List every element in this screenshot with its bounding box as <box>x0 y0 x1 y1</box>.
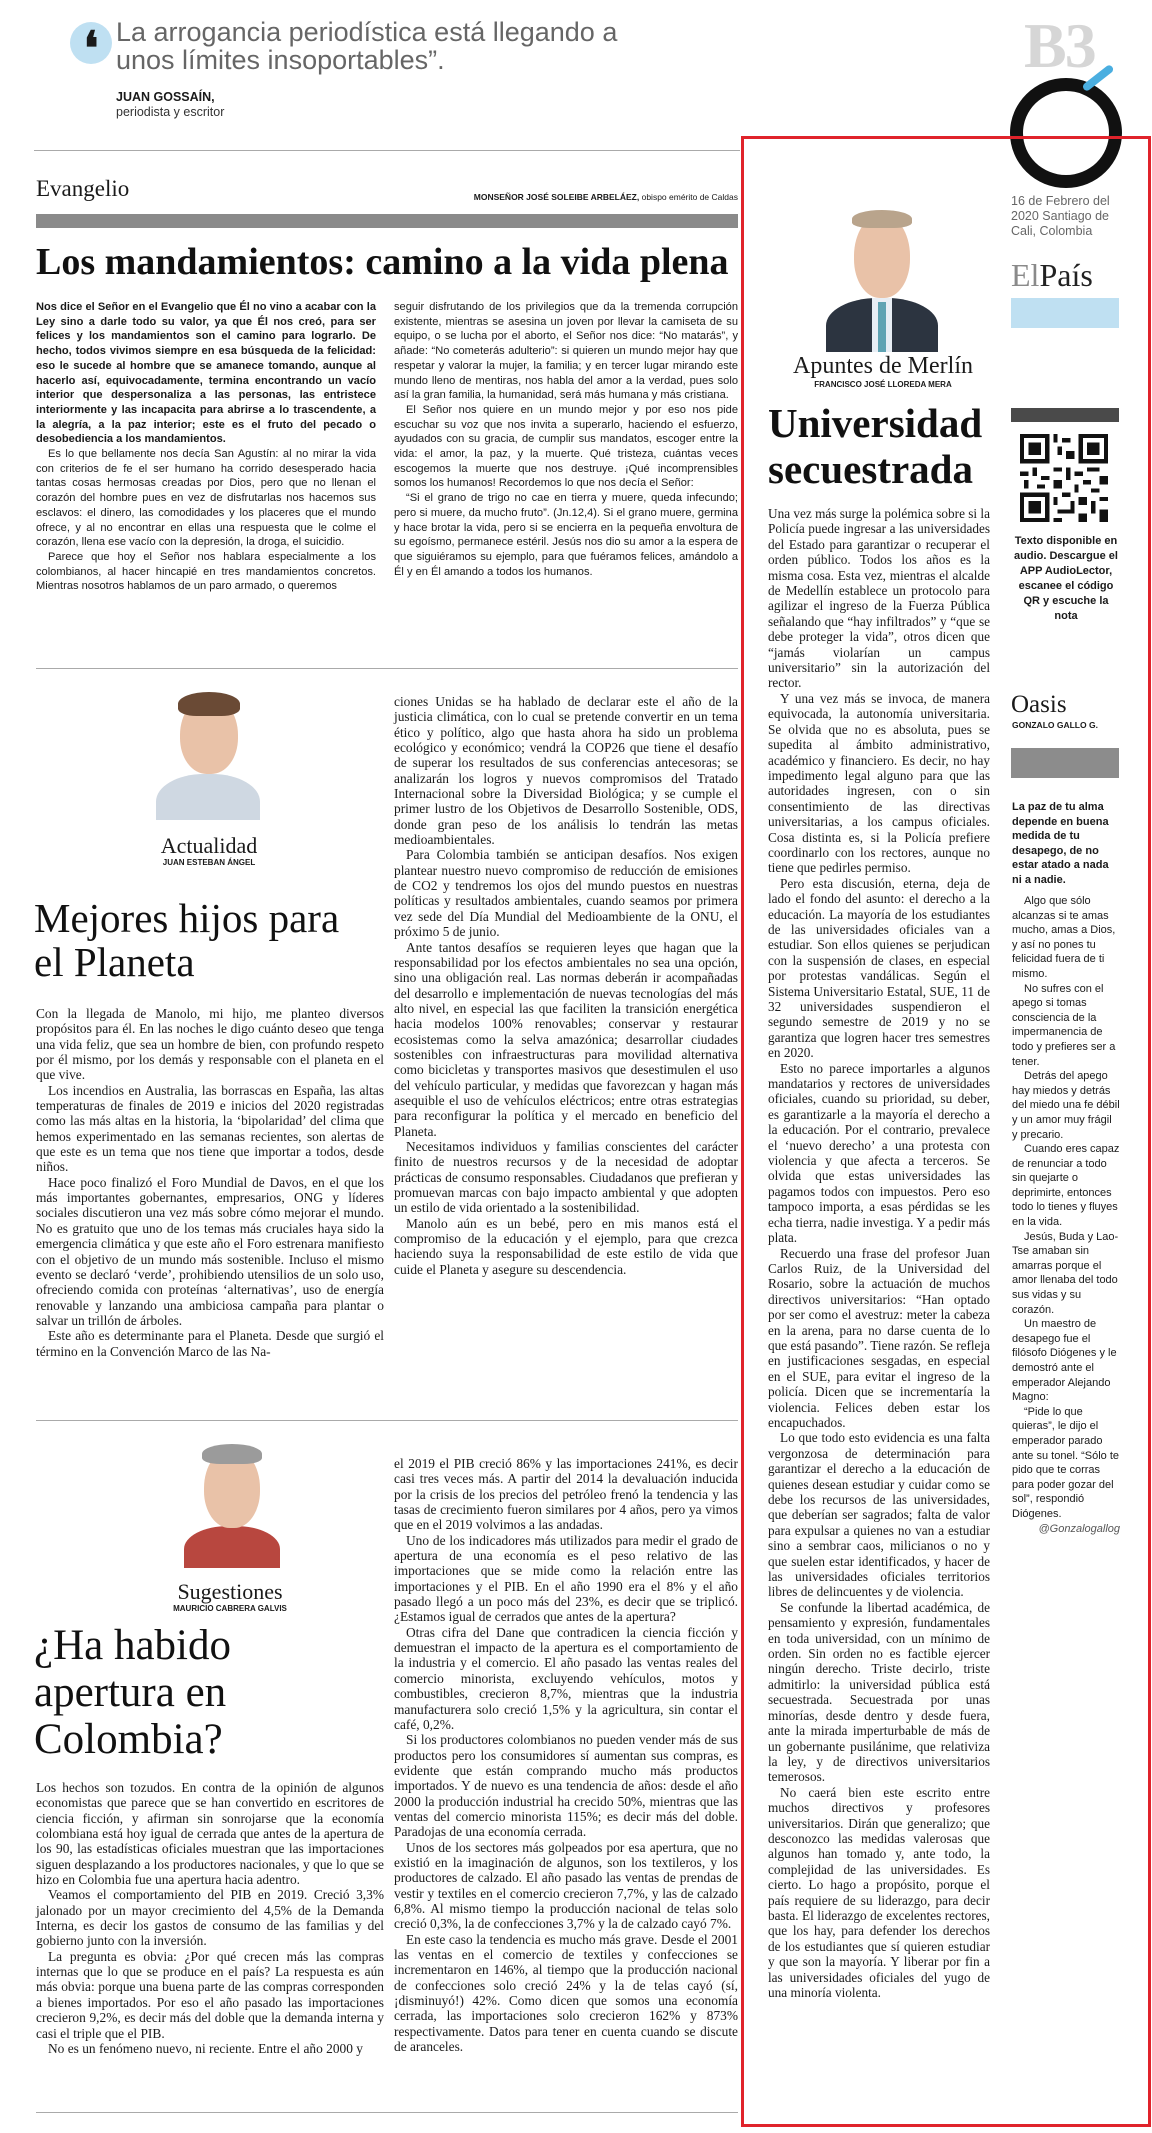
oasis-title: Oasis <box>1011 691 1067 718</box>
author-photo-francisco <box>826 206 938 352</box>
logo-el: El <box>1011 257 1040 293</box>
paragraph: Cuando eres capaz de renunciar a todo sin quejarte o deprimirte, entonces todo lo tienes y fluyes en la vida. <box>1012 1143 1120 1229</box>
paragraph: Unos de los sectores más golpeados por esa apertura, que no existió en la imaginación de algunos, son los textileros, y los productores de calzado. El año pasado las ventas de prendas de vestir y textiles en el comercio crecieron 7,7%, y las de calzado 6,8%. Al mismo tiempo la producción nacional de telas solo creció 0,3%, la de confecciones 3,7% y la de calzado cayó 7%. <box>394 1839 738 1932</box>
headline-line: Mejores hijos para <box>34 895 340 941</box>
paragraph: Jesús, Buda y Lao-Tse amaban sin amarras porque el amor llenaba del todo sus vidas y su corazón. <box>1012 1230 1119 1316</box>
evangelio-column-1 <box>36 300 376 594</box>
evangelio-author: MONSEÑOR JOSÉ SOLEIBE ARBELÁEZ, <box>473 192 640 202</box>
paragraph: Y una vez más se invoca, de manera equivocada, la autonomía universitaria. Se olvida que no es absoluta, pues se supedita al ámbito administrativo, académico y financiero. Es decir, no hay impedimento legal alguno para que las autoridades ingresen, con o sin consentimiento de las directivas universitarias, a los campus oficiales. Cosa distinta es, si la Policía prefiere coordinarlo con los rectores, aunque no tiene que pedirles permiso. <box>768 690 990 876</box>
paragraph: Lo que todo esto evidencia es una falta vergonzosa de determinación para garantizar el derecho a la educación de quienes desean estudiar y cuidar como se debe los recursos de las universidades, que deberían ser sagrados; falta de valor para expulsar a quienes no van a estudiar sino a sembrar caos, milicianos o no y que suelen estar identificados, y hacer de las universidades oficiales territorios libres de delincuentes y de violencia. <box>768 1430 990 1600</box>
masthead-quote: La arrogancia periodística está llegando a unos límites insoportables”. <box>116 17 618 75</box>
evangelio-author-role: obispo emérito de Caldas <box>639 192 738 202</box>
headline-line: secuestrada <box>768 446 973 492</box>
section-bar <box>36 214 738 228</box>
paragraph: “Si el grano de trigo no cae en tierra y muere, queda infecundo; pero si muere, da mucho fruto”. (Jn.12,4). Si el grano muere, germina y hace brotar la vida, pero si se encierra en la pequeña envoltura de su egoísmo, permanece estéril. Jesús nos dio su amor a la espera de que siguiéramos su ejemplo, para que fuéramos felices, amándolo a Él y en Él amando a todos los humanos. <box>394 492 738 578</box>
quote-attribution <box>116 90 224 120</box>
paragraph: Es lo que bellamente nos decía San Agustín: al no mirar la vida con criterios de fe el ser humano ha corrido desesperado hacia tantas cosas hermosas creadas por Dios, pero que no llenan el corazón del hombre pues en vez de disfrutarlas nos hacemos sus esclavos: el dinero, las comodidades y los placeres que el mundo ofrece, y al no encontrar en ellas una respuesta que le colme el corazón, llena ese vacío con la depresión, la droga, el suicidio. <box>36 448 376 549</box>
paragraph: Se confunde la libertad académica, de pensamiento y expresión, fundamentales en toda universidad, con un mínimo de orden. Sin orden no es factible ejercer ningún derecho. Triste decirlo, triste admitirlo: la universidad pública está secuestrada. Secuestrada por unas minorías, desde dentro y desde fuera, ante la mirada imperturbable de más de un gobernante pusilánime, que relativiza la ley, y de directivos universitarios temerosos. <box>768 1599 990 1785</box>
evangelio-lead: Nos dice el Señor en el Evangelio que Él no vino a acabar con la Ley sino a darle todo su valor, ya que Él nos creó, para ser felices y los mandamientos son el camino para lograrlo. De hecho, todos vivimos siempre en esa búsqueda de la felicidad: eso le sucede al hombre que se amanece tomando, aunque al hacerlo así, equivocadamente, termina encontrando un vacío interior que despersonaliza a las personas, las entristece interiormente y las incapacita para abrirse a lo trascendente, a la alegría, a la paz interior; este es el fruto del pecado o desobediencia a los mandamientos. <box>36 301 376 446</box>
author-photo-juan-esteban <box>150 686 266 820</box>
paragraph: En este caso la tendencia es mucho más grave. Desde el 2001 las ventas en el comercio de textiles y confecciones se incrementaron en 146%, al tiempo que la producción nacional de confecciones solo creció 24% y la de telas cayó (sí, ¡disminuyó!) 42%. Como dicen que somos una economía cerrada, las importaciones solo crecieron 162% y 873% respectivamente. Datos para tener en cuenta cuando se discute de aranceles. <box>394 1931 738 2055</box>
merlin-author: FRANCISCO JOSÉ LLOREDA MERA <box>814 380 952 389</box>
paragraph: Este año es determinante para el Planeta. Desde que surgió el término en la Convención Marco de las Na- <box>36 1328 384 1359</box>
paragraph: Los hechos son tozudos. En contra de la opinión de algunos economistas que parece que se han convertido en escritores de ciencia ficción, y afirman sin sonrojarse que la economía colombiana está hoy igual de cerrada que antes de la apertura de los 90, las estadísticas oficiales muestran que las importaciones siguen desplazando a los productores nacionales, y que lo que se hizo en Colombia fue una apertura hacia adentro. <box>36 1780 384 1888</box>
paragraph: Uno de los indicadores más utilizados para medir el grado de apertura de una economía es el peso relativo de las importaciones que se mide como la relación entre las importaciones y el PIB. En el año 1990 era el 8% y el año pasado llegó a un poco más del 23%, es decir que se triplicó. ¿Estamos igual de cerrados que antes de la apertura? <box>394 1532 738 1625</box>
page-number: B3 <box>1024 10 1095 81</box>
headline-line: ¿Ha habido <box>34 1622 232 1669</box>
divider <box>36 2112 738 2113</box>
actualidad-column-1 <box>36 1006 384 1359</box>
paragraph: “Pide lo que quieras”, le dijo el emperador parado ante su tonel. “Sólo te pido que te corras para poder gozar del sol”, respondió Diógenes. <box>1012 1405 1120 1520</box>
paragraph: Hace poco finalizó el Foro Mundial de Davos, en el que los más importantes gobernantes, empresarios, ONG y líderes sociales discutieron una vez más sobre cómo mejorar el mundo. No es gratuito que uno de los temas más cruciales haya sido la emergencia climática y que este año el Foro estrenara manifiesto con el objetivo de un mundo más sostenible. Incluso el mismo evento se declaró ‘verde’, prohibiendo utensilios de un solo uso, ofreciendo comida con proteínas ‘alternativas’, uso de energía renovable y lanzando una ambiciosa campaña para plantar o salvar un trillón de árboles. <box>36 1174 384 1328</box>
merlin-column <box>768 506 990 2000</box>
quote-author-name: JUAN GOSSAÍN, <box>116 90 215 104</box>
paragraph: Si los productores colombianos no pueden vender más de sus productos pero los consumidores sí aumentan sus compras, es evidente que están comprando mucho más productos importados. Y de nuevo es una tendencia de años: desde el año 2000 la producción industrial ha crecido 50%, mientras que las ventas del comercio minorista 115%; es decir más del doble. Paradojas de una economía cerrada. <box>394 1732 738 1840</box>
paragraph: Algo que sólo alcanzas si te amas mucho, amas a Dios, y así no pones tu felicidad fuera de ti mismo. <box>1012 895 1116 980</box>
divider <box>36 1420 738 1421</box>
paragraph: Para Colombia también se anticipan desafíos. Nos exigen plantear nuestro nuevo compromiso de reducción de emisiones de CO2 y tendremos los ojos del mundo puestos en nuestras políticas y resultados ambientales, cuando seamos por primera vez sede del Día Mundial del Medioambiente de la ONU, el próximo 5 de junio. <box>394 847 738 940</box>
paragraph: seguir disfrutando de los privilegios que da la tremenda corrupción existente, mientras se asesina un joven por llevar la camiseta de su equipo, o se lucha por el aborto, el Señor nos dice: “No matarás”, y añade: “No cometerás adulterio”: si quieren un mundo mejor hay que respetar y valorar la mujer, la familia; y en tercer lugar mirando este mundo lleno de mentiras, nos habla del amor a la verdad, pues solo así la gran familia, la humanidad, será más humana y más cristiana. <box>394 301 738 402</box>
paragraph: Parece que hoy el Señor nos hablara especialmente a los colombianos, al hacer hincapié en tres mandamientos concretos. Mientras nosotros hablamos de un paro armado, o queremos <box>36 550 376 593</box>
actualidad-column-2 <box>394 694 738 1277</box>
paragraph: Recuerdo una frase del profesor Juan Carlos Ruiz, de la Universidad del Rosario, sobre la actuación de muchos directivos universitarios: “Han optado por ser como el avestruz: meter la cabeza en la arena, para no darse cuenta de lo que está pasando”. Tiene razón. Se refleja en justificaciones sesgadas, en especial en el SUE, para evitar el ingreso de la policía. Dicen que se incrementaría la violencia. Felices deben estar los encapuchados. <box>768 1245 990 1430</box>
actualidad-headline <box>34 896 394 984</box>
sugestiones-author: MAURICIO CABRERA GALVIS <box>173 1604 287 1613</box>
paragraph: el 2019 el PIB creció 86% y las importaciones 241%, es decir casi tres veces más. A partir del 2014 la devaluación inducida por la crisis de los precios del petróleo frenó la tendencia y las tasas de crecimiento fueron similares por 4 años, pero ya vimos que en el 2019 volvimos a las andadas. <box>394 1456 738 1533</box>
headline-line: Universidad <box>768 400 983 446</box>
audio-notice: Texto disponible en audio. Descargue el APP AudioLector, escanee el código QR y escuche la nota <box>1014 535 1118 622</box>
paragraph: No sufres con el apego si tomas consciencia de la impermanencia de todo y prefieres ser a tener. <box>1012 982 1116 1068</box>
column-name-merlin: Apuntes de Merlín <box>793 353 973 379</box>
paragraph: El Señor nos quiere en un mundo mejor y por eso nos pide escuchar su voz que nos invita a superarlo, haciendo el esfuerzo, ayudados con su gracia, de cumplir sus mandatos, escoger entre la vida: el amor, la paz, y la muerte. Qué tristeza, cuántas veces escogemos la muerte que nos destruye. ¡Qué incomprensibles somos los humanos! Recordemos lo que nos decía el Señor: <box>394 403 738 490</box>
paragraph: Con la llegada de Manolo, mi hijo, me planteo diversos propósitos para él. En las noches le digo cuánto deseo que tenga una vida feliz, que sea un hombre de bien, con profundo respeto por él mismo, por los demás y responsable con el planeta en el que vive. <box>36 1006 384 1083</box>
paragraph: Esto no parece importarles a algunos mandatarios y rectores de universidades oficiales, cuando su prioridad, su deber, es garantizarle a la mayoría el derecho a la educación. Por el contrario, prevalece el ‘nuevo derecho’ a una protesta con violencia y que afecta a terceros. Se olvida que estas universidades las pagamos todos con impuestos. Pero eso tampoco importa, a esas pérdidas se les echa tierra, nadie investiga. Y a pedir más plata. <box>768 1060 990 1246</box>
paragraph: Un maestro de desapego fue el filósofo Diógenes y le demostró ante el emperador Alejando Magno: <box>1012 1318 1117 1404</box>
sugestiones-column-1 <box>36 1780 384 2056</box>
headline-line: apertura en <box>34 1669 227 1716</box>
paragraph: ciones Unidas se ha hablado de declarar este el año de la justicia climática, con lo cual se pretende convertir en un tema ético y político, algo que hasta ahora ha sido un problema ecológico y económico; vendrá la COP26 que tiene el desafío de superar los resultados de sus conferencias antecesoras; se analizarán los logros y nuevos compromisos del Tratado Internacional sobre la Diversidad Biológica; y se cumple el primer lustro de los Objetivos de Desarrollo Sostenible, ODS, donde gran peso de los análisis lo tendrán las metas medioambientales. <box>394 694 738 848</box>
paragraph: Veamos el comportamiento del PIB en 2019. Creció 3,3% jalonado por un mayor crecimiento del 4,5% de la Demanda Interna, es decir los gastos de consumo de las familias y del gobierno junto con la inversión. <box>36 1887 384 1949</box>
paragraph: Otras cifra del Dane que contradicen la ciencia ficción y demuestran el impacto de la apertura es el comportamiento de la industria y el comercio. El año pasado las ventas reales del comercio minorista, excluyendo vehículos, motos y combustibles, crecieron 8,7%, mientras que la industria manufacturera solo creció 1,5% y la agricultura, sin contar el café, 0,2%. <box>394 1624 738 1732</box>
section-title-evangelio: Evangelio <box>36 176 130 201</box>
oasis-lead: La paz de tu alma depende en buena medida de tu desapego, de no estar atado a nada ni a nadie. <box>1012 801 1109 886</box>
paragraph: La pregunta es obvia: ¿Por qué crecen más las compras internas que lo que se produce en el país? La respuesta es aún más obvia: porque una buena parte de las compras corresponden a bienes importados. Por eso el año pasado las importaciones crecieron 9,2%, es decir más del doble que la demanda interna y casi el triple que el PIB. <box>36 1948 384 2041</box>
headline-line: el Planeta <box>34 939 195 985</box>
paragraph: Detrás del apego hay miedos y detrás del miedo una fe débil y un amor muy frágil y precario. <box>1012 1070 1120 1141</box>
divider <box>34 150 740 151</box>
twitter-handle[interactable]: @Gonzalogallog <box>1038 1522 1120 1535</box>
paragraph: No caerá bien este escrito entre muchos directivos y profesores universitarios. Dirán que generalizo; que desconozco las medidas valerosas que algunos han tomado y, ante todo, la complejidad de las universidades. Es cierto. Lo hago a propósito, porque el país requiere de su liderazgo, para decir basta. El liderazgo de excelentes rectores, que los hay, para defender los derechos de los estudiantes que sí quieren estudiar y que son la mayoría. Y liberar por fin a las universidades oficiales del yugo de una minoría violenta. <box>768 1784 990 2000</box>
paragraph: Necesitamos individuos y familias conscientes del carácter finito de nuestros recursos y de la necesidad de adoptar prácticas de consumo responsables. Ciudadanos que prefieran y promuevan marcas con bajo impacto ambiental y que adopten un estilo de vida orientado a la sostenibilidad. <box>394 1138 738 1216</box>
paragraph: Los incendios en Australia, las borrascas en España, las altas temperaturas de finales de 2019 e inicios del 2020 registradas como las más altas en la historia, la ‘bipolaridad’ del clima que hemos experimentado en las semanas recientes, son alertas de que este es un tema que nos tiene que importar a todos, desde niños. <box>36 1082 384 1175</box>
merlin-headline <box>768 400 1004 492</box>
paragraph: Ante tantos desafíos se requieren leyes que hagan que la responsabilidad por los efectos ambientales no sea una opción, sino una obligación real. Las normas deberán ir acompañadas del desarrollo e implementación de nuevas tecnologías del más alto nivel, en especial las que faciliten la transición energética hacia modelos 100% renovables; conservar y restaurar ecosistemas como la selva amazónica; desarrollar ciudades sostenibles con infraestructuras para movilidad alternativa como bicicletas y transportes masivos que desestimulen el uso del vehículo particular, y medidas que favorezcan y hagan más asequible el uso de vehículos eléctricos; entre otras estrategias para reconfigurar la política y el mercado en beneficio del Planeta. <box>394 939 738 1139</box>
oasis-author: GONZALO GALLO G. <box>1012 720 1098 730</box>
author-photo-mauricio <box>180 1440 284 1568</box>
column-name-sugestiones: Sugestiones <box>177 1579 283 1604</box>
edition-date: 16 de Febrero del 2020 Santiago de Cali, Colombia <box>1011 194 1110 238</box>
paragraph: No es un fenómeno nuevo, ni reciente. Entre el año 2000 y <box>48 2040 363 2056</box>
logo-pais: País <box>1039 257 1093 293</box>
sugestiones-column-2 <box>394 1456 738 2054</box>
sugestiones-headline <box>34 1622 394 1763</box>
paragraph: Una vez más surge la polémica sobre si la Policía puede ingresar a las universidades del Estado para garantizar o recuperar el orden público. Todos los años es la misma cosa. Esta vez, mientras el alcalde de Medellín establece un protocolo para agilizar el ingreso de la Fuerza Pública señalando que “hay infiltrados” y “que se debe proteger la vida”, otros dicen que “jamás violarían un campus universitario” sin la autorización del rector. <box>768 506 990 691</box>
column-name-actualidad: Actualidad <box>160 833 258 858</box>
evangelio-column-2 <box>394 300 738 579</box>
evangelio-headline: Los mandamientos: camino a la vida plena <box>36 241 729 283</box>
quote-icon: ❛ <box>70 22 112 64</box>
paragraph: Pero esta discusión, eterna, deja de lado el fondo del asunto: el derecho a la educación. La mayoría de los estudiantes de las universidades oficiales van a estudiar. Son ellos quienes se perjudican con la suspensión de clases, en especial por protestas vandálicas. Según el Sistema Universitario Estatal, SUE, 11 de 32 universidades suspendieron el segundo semestre de 2019 y no se garantiza que logren hacer tres semestres en 2020. <box>768 875 990 1061</box>
quote-author-role: periodista y escritor <box>116 105 225 119</box>
actualidad-author: JUAN ESTEBAN ÁNGEL <box>162 858 256 867</box>
paragraph: Manolo aún es un bebé, pero en mis manos está el compromiso de la educación y el ejemplo, para que crezca haciendo suya la responsabilidad de este estilo de vida que cuide el Planeta y asegure su descendencia. <box>394 1215 738 1277</box>
divider <box>36 668 738 669</box>
evangelio-byline <box>470 192 738 202</box>
headline-line: Colombia? <box>34 1716 223 1763</box>
